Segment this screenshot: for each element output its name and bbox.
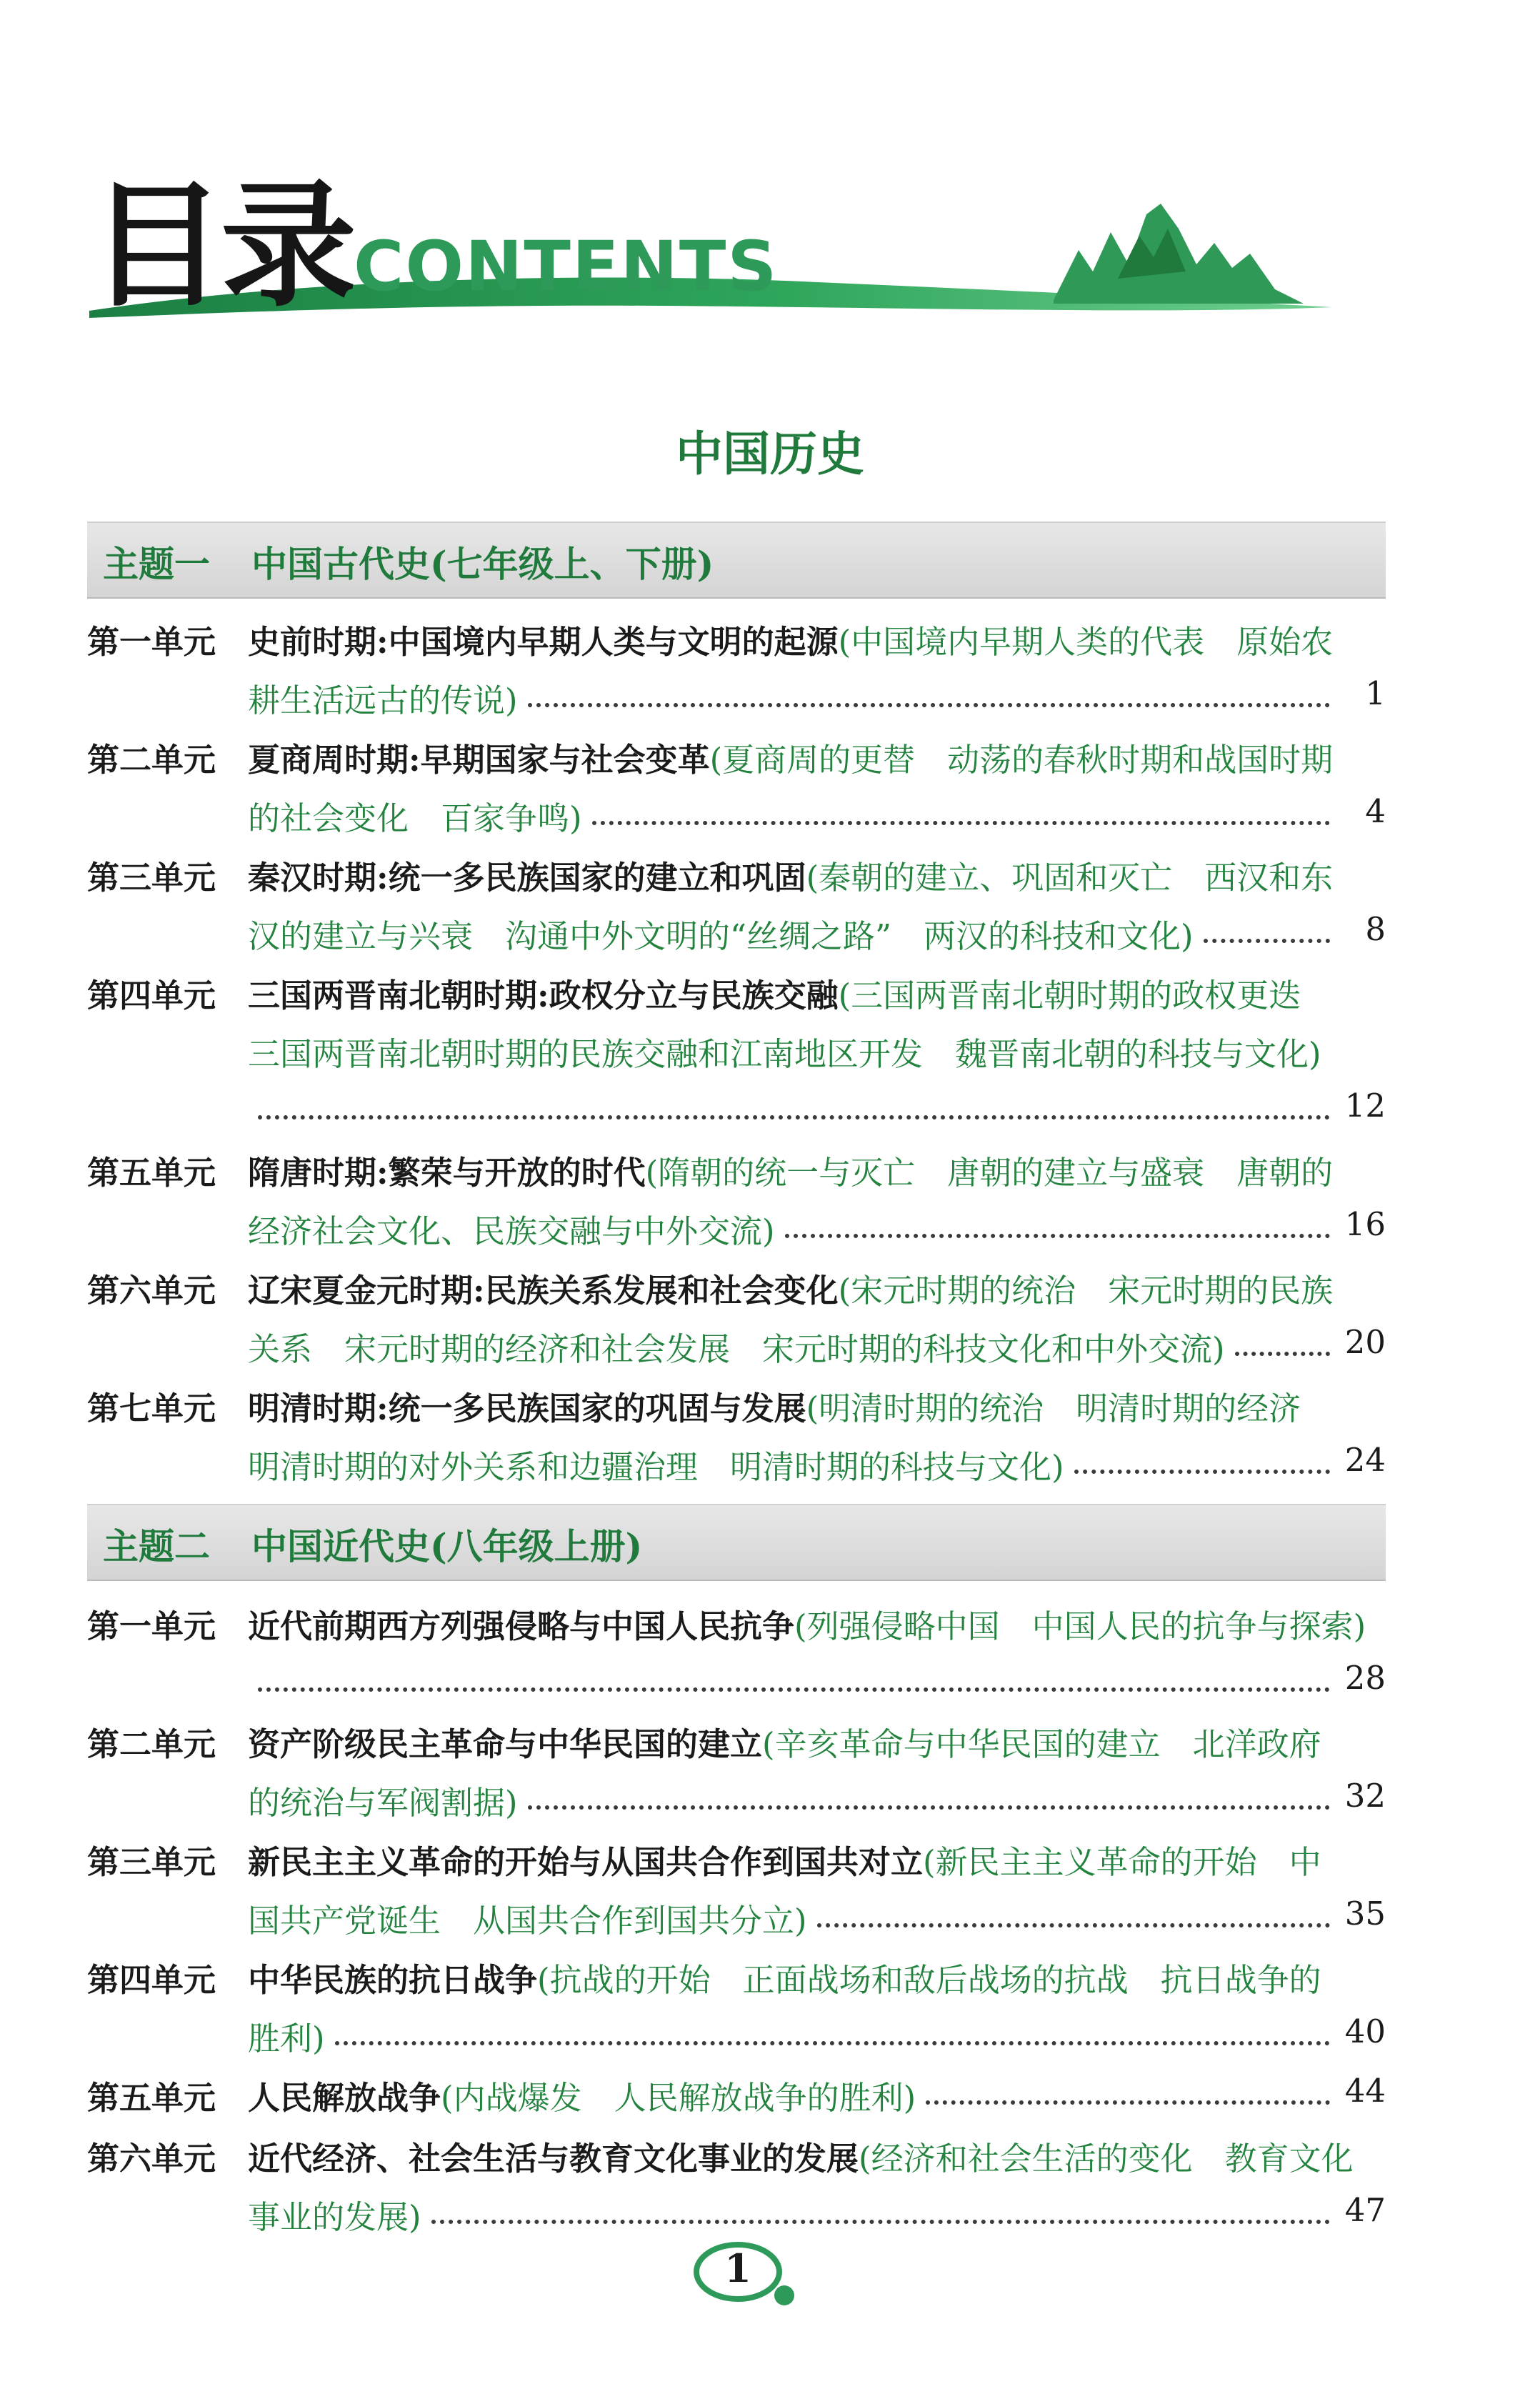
- unit-subtopics: (新民主主义革命的开始 中: [923, 1843, 1321, 1881]
- toc-entry[interactable]: [87, 1382, 1386, 1500]
- unit-heading: 新民主主义革命的开始与从国共合作到国共对立: [248, 1843, 924, 1881]
- unit-heading: 隋唐时期:繁荣与开放的时代: [248, 1154, 646, 1192]
- entry-line: [248, 852, 1333, 902]
- entry-line: [248, 1323, 1225, 1373]
- entry-line: [248, 1836, 1321, 1886]
- entry-line: [248, 1441, 1064, 1491]
- page-number-ref: 32: [1344, 1777, 1386, 1815]
- entry-line: [248, 792, 582, 842]
- dot-leader: [258, 1115, 1330, 1119]
- unit-label: 第七单元: [87, 1390, 216, 1427]
- entry-line: [248, 1600, 1366, 1650]
- entry-line: [248, 2133, 1354, 2183]
- toc-entry[interactable]: [87, 1147, 1386, 1264]
- unit-subtopics: (内战爆发 人民解放战争的胜利): [441, 2079, 916, 2117]
- unit-label: 第三单元: [87, 859, 216, 897]
- page-title: 中国历史: [676, 426, 864, 482]
- unit-subtopics: 关系 宋元时期的经济和社会发展 宋元时期的科技文化和中外交流): [248, 1330, 1225, 1368]
- unit-label: 第四单元: [87, 977, 216, 1014]
- page-number-ref: 47: [1344, 2191, 1386, 2229]
- unit-subtopics: (隋朝的统一与灭亡 唐朝的建立与盛衰 唐朝的: [645, 1154, 1334, 1192]
- toc-entry[interactable]: [87, 1836, 1386, 1953]
- unit-subtopics: 汉的建立与兴衰 沟通中外文明的“丝绸之路” 两汉的科技和文化): [248, 917, 1194, 955]
- entry-line: [248, 1718, 1321, 1768]
- unit-heading: 明清时期:统一多民族国家的巩固与发展: [248, 1390, 806, 1427]
- dot-leader: [926, 2100, 1330, 2105]
- unit-label: 第二单元: [87, 741, 216, 779]
- topic-title: 中国古代史(七年级上、下册): [251, 543, 714, 585]
- unit-heading: 中华民族的抗日战争: [248, 1961, 538, 1999]
- unit-heading: 辽宋夏金元时期:民族关系发展和社会变化: [248, 1272, 839, 1310]
- unit-subtopics: (秦朝的建立、巩固和灭亡 西汉和东: [806, 859, 1334, 897]
- unit-heading: 三国两晋南北朝时期:政权分立与民族交融: [248, 977, 839, 1014]
- entry-line: [248, 616, 1333, 666]
- unit-subtopics: (三国两晋南北朝时期的政权更迭: [838, 977, 1301, 1014]
- toc-entry[interactable]: [87, 616, 1386, 733]
- page-number-ref: 1: [1365, 674, 1386, 712]
- toc-entry[interactable]: [87, 734, 1386, 851]
- unit-label: 第五单元: [87, 1154, 216, 1192]
- unit-subtopics: 的统治与军阀割据): [248, 1784, 518, 1822]
- entry-line: [248, 1205, 775, 1255]
- dot-leader: [817, 1923, 1330, 1927]
- unit-label: 第一单元: [87, 1607, 216, 1645]
- unit-subtopics: 胜利): [248, 2020, 325, 2058]
- unit-label: 第四单元: [87, 1961, 216, 1999]
- entry-line: [248, 2191, 421, 2241]
- dot-leader: [1074, 1470, 1330, 1474]
- unit-label: 第五单元: [87, 2079, 216, 2117]
- entry-line: [248, 1265, 1333, 1315]
- page-number-ref: 24: [1344, 1441, 1386, 1479]
- unit-heading: 资产阶级民主革命与中华民国的建立: [248, 1725, 763, 1763]
- entry-line: [248, 1895, 807, 1945]
- page-number-ref: 12: [1344, 1087, 1386, 1124]
- unit-subtopics: (抗战的开始 正面战场和敌后战场的抗战 抗日战争的: [537, 1961, 1321, 1999]
- dot-leader: [528, 1805, 1330, 1810]
- page-number-ref: 20: [1344, 1323, 1386, 1361]
- unit-label: 第二单元: [87, 1725, 216, 1763]
- page-number-ref: 44: [1344, 2072, 1386, 2110]
- dot-leader: [1235, 1352, 1330, 1356]
- dot-leader: [528, 703, 1330, 707]
- toc-entry[interactable]: [87, 852, 1386, 969]
- dot-leader: [258, 1687, 1330, 1692]
- contents-title: 目录: [89, 167, 353, 325]
- contents-subtitle: CONTENTS: [354, 226, 779, 306]
- entry-line: [248, 1777, 518, 1827]
- contents-header: [89, 164, 1346, 329]
- page-number-ref: 16: [1344, 1205, 1386, 1243]
- unit-subtopics: (夏商周的更替 动荡的春秋时期和战国时期: [709, 741, 1334, 779]
- unit-heading: 近代经济、社会生活与教育文化事业的发展: [248, 2140, 859, 2178]
- toc-entry[interactable]: [87, 2072, 1386, 2130]
- entry-line: [248, 1028, 1321, 1078]
- unit-subtopics: 明清时期的对外关系和边疆治理 明清时期的科技与文化): [248, 1448, 1064, 1486]
- entry-line: [248, 2013, 325, 2063]
- unit-label: 第三单元: [87, 1843, 216, 1881]
- unit-subtopics: 事业的发展): [248, 2198, 421, 2236]
- page-number-ref: 8: [1365, 910, 1386, 948]
- entry-line: [248, 910, 1194, 960]
- dot-leader: [592, 821, 1330, 825]
- entry-line: [248, 674, 518, 724]
- entry-line: [248, 2072, 916, 2122]
- dot-leader: [785, 1234, 1330, 1238]
- topic-number: 主题二: [103, 1525, 210, 1567]
- entry-line: [248, 1382, 1301, 1432]
- unit-heading: 秦汉时期:统一多民族国家的建立和巩固: [248, 859, 806, 897]
- unit-subtopics: (经济和社会生活的变化 教育文化: [859, 2140, 1354, 2178]
- unit-subtopics: 经济社会文化、民族交融与中外交流): [248, 1212, 775, 1250]
- unit-label: 第六单元: [87, 1272, 216, 1310]
- topic-number: 主题一: [103, 543, 210, 585]
- unit-subtopics: (中国境内早期人类的代表 原始农: [838, 623, 1334, 661]
- unit-subtopics: (宋元时期的统治 宋元时期的民族: [838, 1272, 1334, 1310]
- unit-subtopics: (列强侵略中国 中国人民的抗争与探索): [794, 1607, 1366, 1645]
- unit-heading: 史前时期:中国境内早期人类与文明的起源: [248, 623, 839, 661]
- page-number-ref: 35: [1344, 1895, 1386, 1932]
- unit-label: 第一单元: [87, 623, 216, 661]
- page-number-ref: 40: [1344, 2013, 1386, 2050]
- entry-line: [248, 734, 1333, 784]
- unit-subtopics: 三国两晋南北朝时期的民族交融和江南地区开发 魏晋南北朝的科技与文化): [248, 1035, 1321, 1073]
- dot-leader: [431, 2220, 1330, 2224]
- toc-entry[interactable]: [87, 969, 1386, 1145]
- entry-line: [248, 969, 1301, 1019]
- unit-heading: 人民解放战争: [248, 2079, 441, 2117]
- toc-entry[interactable]: [87, 1265, 1386, 1382]
- entry-line: [248, 1954, 1321, 2004]
- page-number-ref: 28: [1344, 1659, 1386, 1697]
- unit-heading: 夏商周时期:早期国家与社会变革: [248, 741, 710, 779]
- dot-leader: [335, 2041, 1330, 2045]
- topic-title: 中国近代史(八年级上册): [251, 1525, 643, 1567]
- unit-subtopics: 的社会变化 百家争鸣): [248, 799, 582, 837]
- topic-header: [87, 522, 1386, 599]
- unit-subtopics: 国共产党诞生 从国共合作到国共分立): [248, 1902, 807, 1940]
- entry-line: [248, 1147, 1333, 1197]
- toc-entry[interactable]: [87, 1954, 1386, 2071]
- toc-entry[interactable]: [87, 2133, 1386, 2250]
- page-number-ref: 4: [1365, 792, 1386, 830]
- dot-leader: [1204, 939, 1330, 943]
- unit-subtopics: (辛亥革命与中华民国的建立 北洋政府: [762, 1725, 1321, 1763]
- unit-subtopics: (明清时期的统治 明清时期的经济: [806, 1390, 1301, 1427]
- toc-entry[interactable]: [87, 1718, 1386, 1835]
- page-number: 1: [724, 2245, 751, 2291]
- topic-header: [87, 1504, 1386, 1581]
- page-number-badge: [693, 2240, 807, 2318]
- unit-heading: 近代前期西方列强侵略与中国人民抗争: [248, 1607, 795, 1645]
- unit-label: 第六单元: [87, 2140, 216, 2178]
- toc-entry[interactable]: [87, 1600, 1386, 1717]
- unit-subtopics: 耕生活远古的传说): [248, 682, 518, 719]
